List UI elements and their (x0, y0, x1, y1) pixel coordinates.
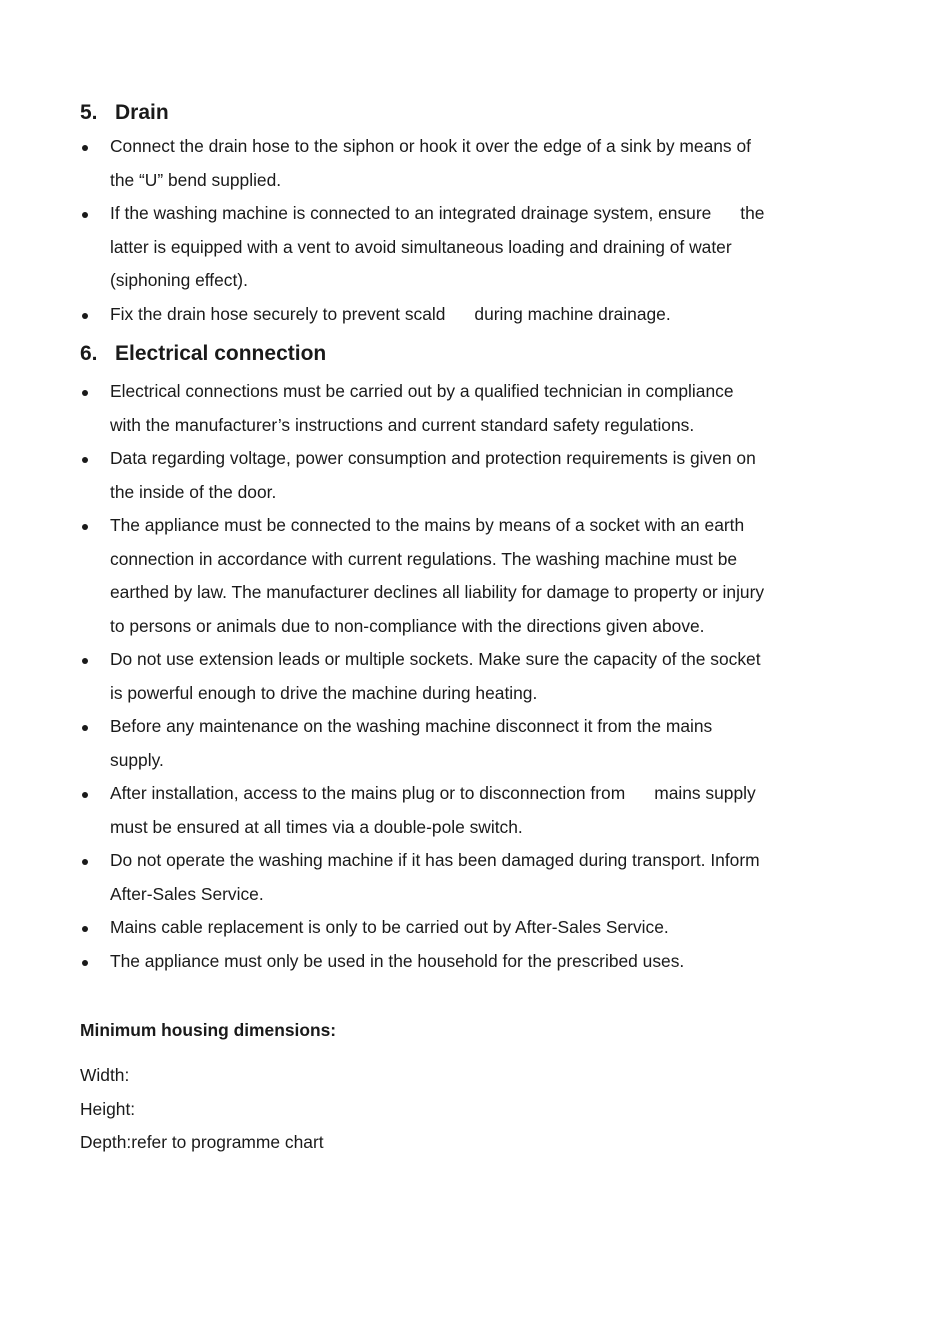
bullet-icon (82, 457, 88, 463)
list-item-line: the “U” bend supplied. (110, 169, 282, 190)
section-6-title: Electrical connection (115, 342, 327, 365)
housing-depth: Depth:refer to programme chart (80, 1132, 324, 1152)
list-item-line: the inside of the door. (110, 481, 277, 502)
list-item-line: The appliance must be connected to the mains by means of a socket with an earth (110, 515, 745, 535)
list-item-line: Before any maintenance on the washing machine disconnect it from the mains (110, 716, 713, 736)
housing-height: Height: (80, 1098, 136, 1119)
list-item-line: Do not use extension leads or multiple sockets. Make sure the capacity of the socket (110, 649, 761, 669)
list-item-line: latter is equipped with a vent to avoid simultaneous loading and draining of water (110, 236, 732, 257)
bullet-icon (82, 390, 88, 396)
section-6-heading (80, 341, 326, 367)
list-item (80, 710, 870, 777)
list-item-line: Mains cable replacement is only to be carried out by After-Sales Service. (110, 917, 669, 937)
list-item-line: with the manufacturer’s instructions and current standard safety regulations. (110, 414, 695, 435)
list-item-line: Electrical connections must be carried out by a qualified technician in compliance (110, 381, 734, 401)
list-item-line: supply. (110, 749, 164, 770)
bullet-icon (82, 313, 88, 319)
bullet-icon (82, 524, 88, 530)
electrical-connection-list (80, 375, 870, 978)
list-item (80, 911, 870, 945)
bullet-icon (82, 926, 88, 932)
list-item (80, 945, 870, 979)
drain-list (80, 130, 870, 331)
list-item-line: Data regarding voltage, power consumption and protection requirements is given on (110, 448, 756, 468)
list-item-line: must be ensured at all times via a double-pole switch. (110, 816, 523, 837)
list-item-line: Do not operate the washing machine if it has been damaged during transport. Inform (110, 850, 760, 870)
housing-dimensions-title: Minimum housing dimensions: (80, 1020, 337, 1040)
list-item-line: earthed by law. The manufacturer declines all liability for damage to property or injury (110, 582, 765, 602)
list-item-line: After installation, access to the mains plug or to disconnection from mains supply (110, 783, 756, 803)
list-item (80, 844, 870, 911)
list-item (80, 777, 870, 844)
section-5-number: 5. (80, 101, 98, 124)
list-item (80, 509, 870, 643)
list-item (80, 197, 870, 298)
bullet-icon (82, 725, 88, 731)
housing-dimensions-list (80, 1059, 324, 1160)
list-item-line: (siphoning effect). (110, 270, 248, 290)
list-item-line: The appliance must only be used in the household for the prescribed uses. (110, 950, 685, 971)
section-5-title: Drain (115, 101, 169, 124)
bullet-icon (82, 212, 88, 218)
section-6-number: 6. (80, 342, 98, 365)
list-item-line: to persons or animals due to non-compliance with the directions given above. (110, 615, 705, 636)
list-item-line: Fix the drain hose securely to prevent scald during machine drainage. (110, 303, 671, 324)
bullet-icon (82, 145, 88, 151)
section-5-heading (80, 100, 169, 126)
list-item (80, 442, 870, 509)
list-item-line: Connect the drain hose to the siphon or hook it over the edge of a sink by means of (110, 136, 751, 156)
list-item-line: After-Sales Service. (110, 883, 264, 904)
list-item-line: is powerful enough to drive the machine during heating. (110, 682, 538, 703)
housing-width: Width: (80, 1065, 130, 1085)
bullet-icon (82, 792, 88, 798)
list-item (80, 375, 870, 442)
bullet-icon (82, 960, 88, 966)
bullet-icon (82, 859, 88, 865)
bullet-icon (82, 658, 88, 664)
list-item (80, 130, 870, 197)
list-item-line: If the washing machine is connected to an integrated drainage system, ensure the (110, 203, 765, 223)
list-item (80, 643, 870, 710)
list-item-line: connection in accordance with current regulations. The washing machine must be (110, 548, 738, 569)
list-item (80, 298, 870, 332)
